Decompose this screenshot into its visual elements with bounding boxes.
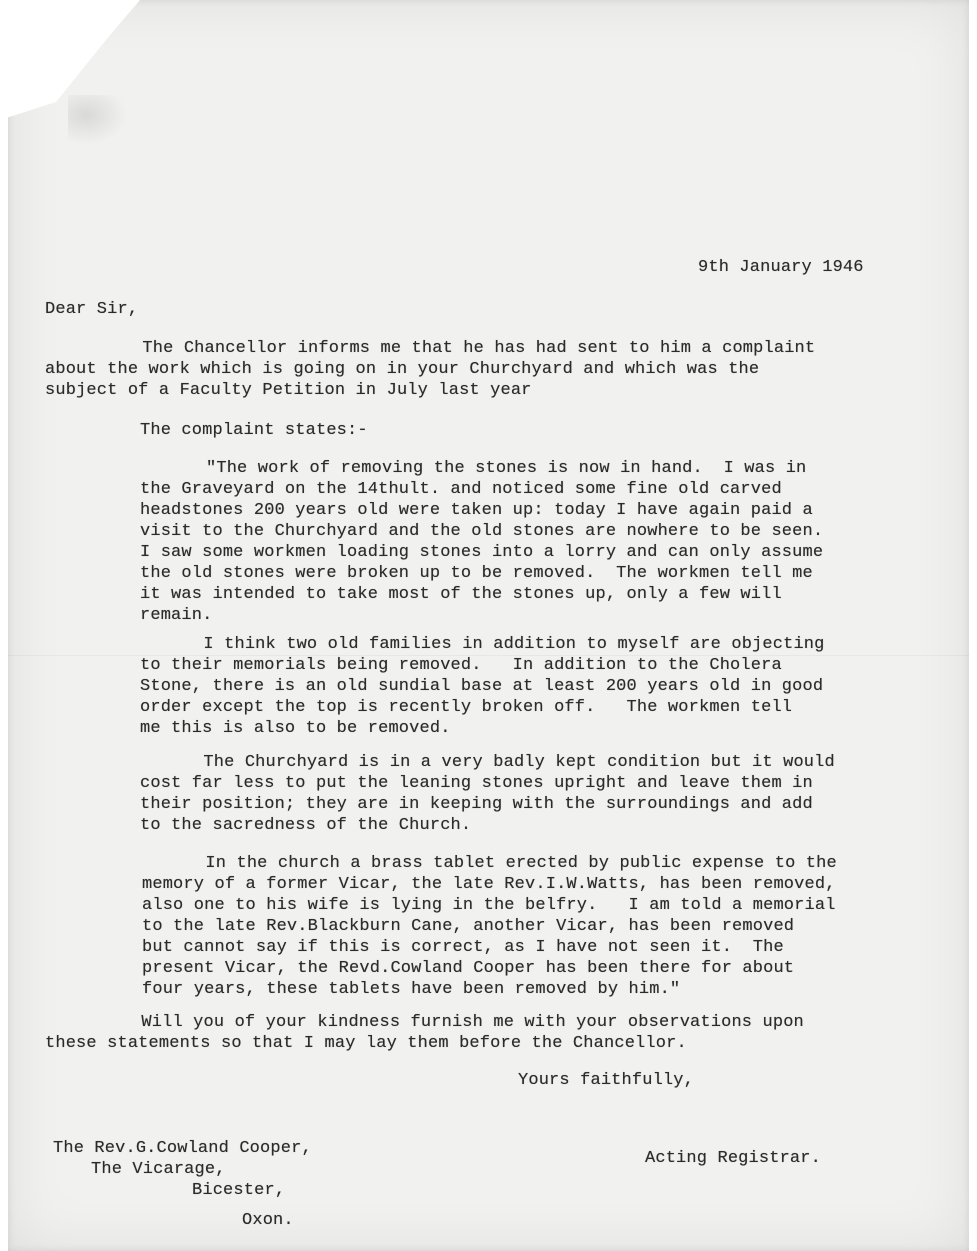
quote-p2-line-4: order except the top is recently broken off. The workmen tell [140, 698, 793, 717]
quote-p1-line-5: I saw some workmen loading stones into a lorry and can only assume [140, 543, 824, 562]
quote-p2-line-5: me this is also to be removed. [140, 719, 451, 738]
quote-p2-line-1: I think two old families in addition to myself are objecting [162, 635, 825, 654]
request-line-2: these statements so that I may lay them before the Chancellor. [45, 1034, 687, 1053]
intro-line-2: about the work which is going on in your Churchyard and which was the [45, 360, 760, 379]
letter-date: 9th January 1946 [698, 258, 864, 277]
quote-p2-line-3: Stone, there is an old sundial base at least 200 years old in good [140, 677, 824, 696]
quote-p4-line-7: four years, these tablets have been removed by him." [142, 980, 681, 999]
quote-p4-line-3: also one to his wife is lying in the belfry. I am told a memorial [142, 896, 836, 915]
intro-line-1: The Chancellor informs me that he has had sent to him a complaint [101, 339, 816, 358]
address-line-2: The Vicarage, [91, 1160, 226, 1179]
address-line-1: The Rev.G.Cowland Cooper, [53, 1139, 312, 1158]
quote-p3-line-2: cost far less to put the leaning stones upright and leave them in [140, 774, 813, 793]
quote-p1-line-7: it was intended to take most of the stones up, only a few will [140, 585, 782, 604]
quote-p4-line-2: memory of a former Vicar, the late Rev.I.W.Watts, has been removed, [142, 875, 836, 894]
closing: Yours faithfully, [518, 1071, 694, 1090]
address-line-4: Oxon. [242, 1211, 294, 1230]
intro-line-3: subject of a Faculty Petition in July last year [45, 381, 532, 400]
complaint-heading: The complaint states:- [140, 421, 368, 440]
quote-p4-line-5: but cannot say if this is correct, as I have not seen it. The [142, 938, 784, 957]
quote-p3-line-1: The Churchyard is in a very badly kept condition but it would [162, 753, 835, 772]
quote-p1-line-6: the old stones were broken up to be removed. The workmen tell me [140, 564, 813, 583]
quote-p4-line-4: to the late Rev.Blackburn Cane, another Vicar, has been removed [142, 917, 795, 936]
signatory-title: Acting Registrar. [645, 1149, 821, 1168]
quote-p1-line-4: visit to the Churchyard and the old stones are nowhere to be seen. [140, 522, 824, 541]
quote-p4-line-1: In the church a brass tablet erected by public expense to the [164, 854, 837, 873]
quote-p1-line-1: "The work of removing the stones is now in hand. I was in [206, 459, 807, 478]
request-line-1: Will you of your kindness furnish me with your observations upon [100, 1013, 804, 1032]
quote-p2-line-2: to their memorials being removed. In addition to the Cholera [140, 656, 782, 675]
corner-shadow [68, 95, 128, 145]
letter-sheet [8, 0, 969, 1251]
quote-p3-line-3: their position; they are in keeping with the surroundings and add [140, 795, 813, 814]
salutation: Dear Sir, [45, 300, 139, 319]
quote-p4-line-6: present Vicar, the Revd.Cowland Cooper has been there for about [142, 959, 795, 978]
quote-p1-line-2: the Graveyard on the 14thult. and noticed some fine old carved [140, 480, 782, 499]
quote-p1-line-3: headstones 200 years old were taken up: today I have again paid a [140, 501, 813, 520]
quote-p3-line-4: to the sacredness of the Church. [140, 816, 472, 835]
address-line-3: Bicester, [192, 1181, 286, 1200]
quote-p1-line-8: remain. [140, 606, 213, 625]
